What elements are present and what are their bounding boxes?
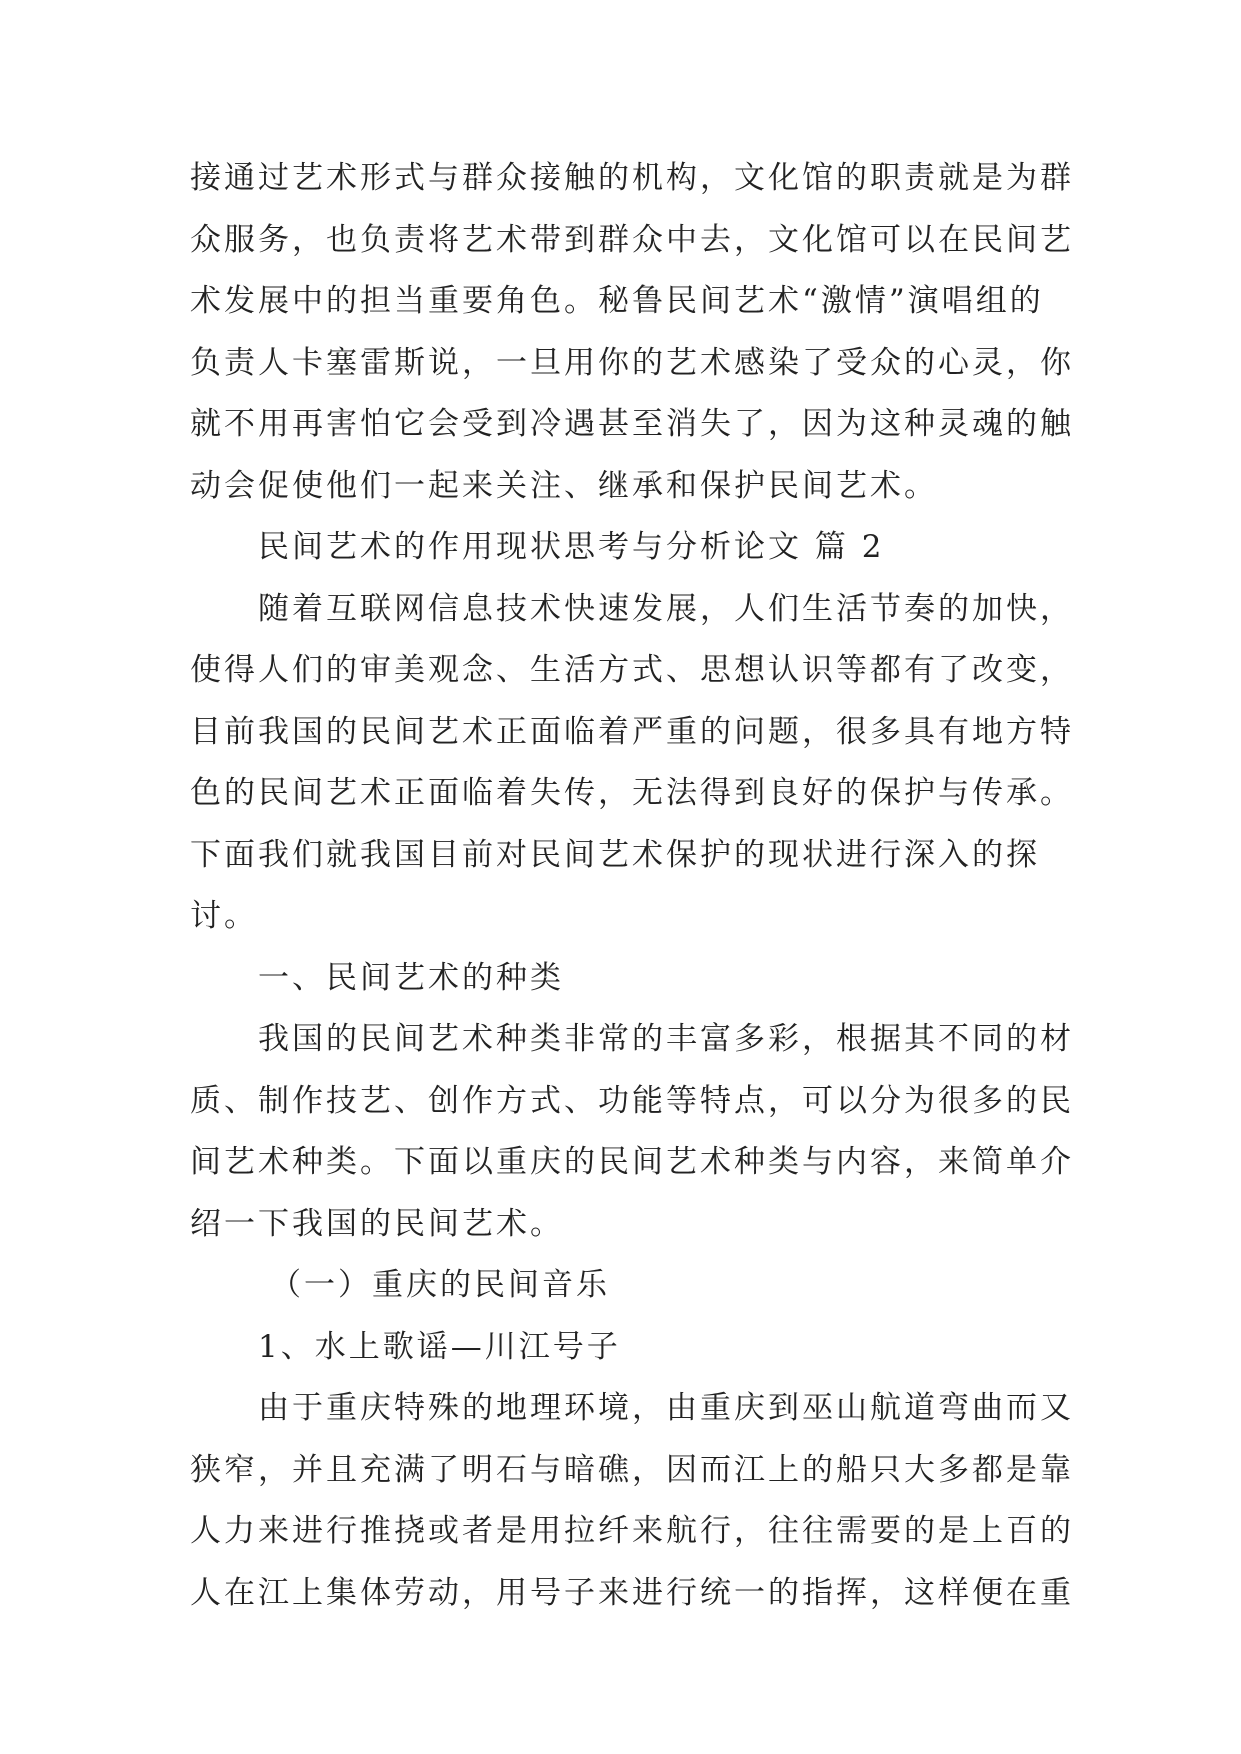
subsection-heading: （一）重庆的民间音乐 (270, 1267, 610, 1303)
text-line: 由于重庆特殊的地理环境，由重庆到巫山航道弯曲而又 (258, 1390, 1074, 1426)
text-line: 就不用再害怕它会受到冷遇甚至消失了，因为这种灵魂的触 (190, 406, 1074, 442)
text-line: 讨。 (190, 898, 258, 934)
text-line: 下面我们就我国目前对民间艺术保护的现状进行深入的探 (190, 836, 1040, 873)
subsection-heading: 1、水上歌谣—川江号子 (258, 1328, 621, 1365)
text-line: 随着互联网信息技术快速发展，人们生活节奏的加快， (258, 590, 1074, 627)
section-heading: 一、民间艺术的种类 (258, 959, 564, 996)
text-line: 术发展中的担当重要角色。秘鲁民间艺术“激情”演唱组的 (190, 283, 1044, 319)
text-line: 人在江上集体劳动，用号子来进行统一的指挥，这样便在重 (190, 1574, 1074, 1611)
text-line: 众服务，也负责将艺术带到群众中去，文化馆可以在民间艺 (190, 221, 1074, 258)
text-line: 动会促使他们一起来关注、继承和保护民间艺术。 (190, 467, 938, 504)
text-line: 色的民间艺术正面临着失传，无法得到良好的保护与传承。 (190, 775, 1074, 811)
text-line: 我国的民间艺术种类非常的丰富多彩，根据其不同的材 (258, 1021, 1074, 1057)
text-line: 间艺术种类。下面以重庆的民间艺术种类与内容，来简单介 (190, 1144, 1074, 1180)
section-heading: 民间艺术的作用现状思考与分析论文 篇 2 (258, 529, 885, 565)
text-line: 使得人们的审美观念、生活方式、思想认识等都有了改变， (190, 652, 1074, 688)
text-line: 接通过艺术形式与群众接触的机构，文化馆的职责就是为群 (190, 160, 1074, 196)
text-line: 绍一下我国的民间艺术。 (190, 1205, 564, 1242)
document-body (190, 148, 1074, 1624)
text-line: 负责人卡塞雷斯说，一旦用你的艺术感染了受众的心灵，你 (190, 344, 1074, 381)
text-line: 质、制作技艺、创作方式、功能等特点，可以分为很多的民 (190, 1082, 1074, 1119)
text-line: 人力来进行推挠或者是用拉纤来航行，往往需要的是上百的 (190, 1513, 1074, 1549)
text-line: 狭窄，并且充满了明石与暗礁，因而江上的船只大多都是靠 (190, 1451, 1074, 1488)
text-line: 目前我国的民间艺术正面临着严重的问题，很多具有地方特 (190, 713, 1074, 750)
